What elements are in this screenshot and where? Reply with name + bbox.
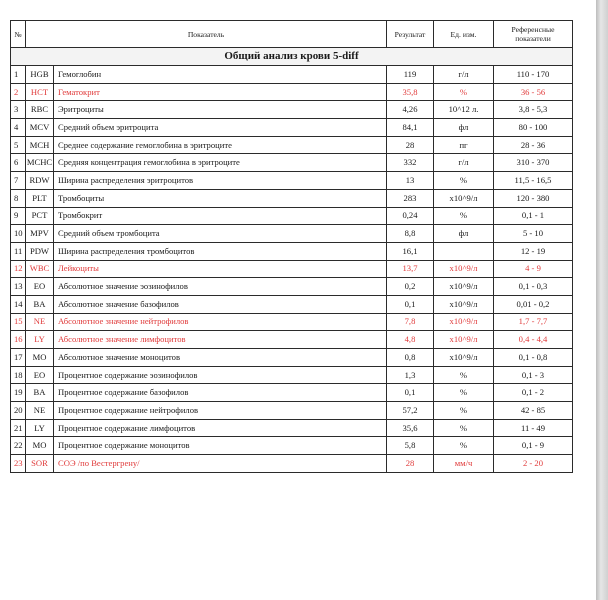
row-ref: 0,1 - 3 (494, 366, 573, 384)
table-row (11, 66, 573, 84)
table-row (11, 402, 573, 420)
table-row (11, 331, 573, 349)
row-name: Процентное содержание моноцитов (54, 437, 387, 455)
row-ref: 5 - 10 (494, 225, 573, 243)
header-ref: Референсные показатели (494, 21, 573, 48)
row-code: BA (26, 295, 54, 313)
row-result: 1,3 (387, 366, 434, 384)
header-num: № (11, 21, 26, 48)
row-number: 1 (11, 66, 26, 84)
row-number: 15 (11, 313, 26, 331)
row-ref: 120 - 380 (494, 189, 573, 207)
row-code: EO (26, 366, 54, 384)
row-code: WBC (26, 260, 54, 278)
row-name: Абсолютное значение базофилов (54, 295, 387, 313)
row-result: 57,2 (387, 402, 434, 420)
row-result: 5,8 (387, 437, 434, 455)
row-code: NE (26, 313, 54, 331)
table-row (11, 136, 573, 154)
row-unit: фл (434, 119, 494, 137)
row-code: PCT (26, 207, 54, 225)
row-result: 4,26 (387, 101, 434, 119)
row-name: Абсолютное значение нейтрофилов (54, 313, 387, 331)
row-name: Тромбоциты (54, 189, 387, 207)
row-ref: 3,8 - 5,3 (494, 101, 573, 119)
row-code: EO (26, 278, 54, 296)
table-row (11, 172, 573, 190)
table-row (11, 313, 573, 331)
row-code: BA (26, 384, 54, 402)
row-code: RBC (26, 101, 54, 119)
row-ref: 0,1 - 0,3 (494, 278, 573, 296)
row-name: Ширина распределения эритроцитов (54, 172, 387, 190)
row-number: 6 (11, 154, 26, 172)
row-unit: х10^9/л (434, 331, 494, 349)
row-name: Гематокрит (54, 83, 387, 101)
row-ref: 11 - 49 (494, 419, 573, 437)
row-name: Процентное содержание лимфоцитов (54, 419, 387, 437)
row-result: 0,1 (387, 295, 434, 313)
row-name: Гемоглобин (54, 66, 387, 84)
row-unit: % (434, 366, 494, 384)
row-result: 7,8 (387, 313, 434, 331)
table-row (11, 349, 573, 367)
table-row (11, 154, 573, 172)
row-unit: х10^9/л (434, 313, 494, 331)
row-code: MO (26, 437, 54, 455)
row-number: 21 (11, 419, 26, 437)
table-row (11, 242, 573, 260)
row-unit: х10^9/л (434, 189, 494, 207)
table-row (11, 366, 573, 384)
row-number: 8 (11, 189, 26, 207)
table-row (11, 278, 573, 296)
row-result: 35,6 (387, 419, 434, 437)
header-unit: Ед. изм. (434, 21, 494, 48)
row-name: Тромбокрит (54, 207, 387, 225)
row-result: 0,2 (387, 278, 434, 296)
section-row (11, 48, 573, 66)
table-row (11, 119, 573, 137)
row-code: RDW (26, 172, 54, 190)
row-unit: х10^9/л (434, 278, 494, 296)
row-number: 5 (11, 136, 26, 154)
row-result: 0,8 (387, 349, 434, 367)
row-code: SOR (26, 455, 54, 473)
table-row (11, 295, 573, 313)
row-result: 28 (387, 136, 434, 154)
row-code: NE (26, 402, 54, 420)
row-name: Абсолютное значение моноцитов (54, 349, 387, 367)
table-row (11, 207, 573, 225)
table-row (11, 419, 573, 437)
row-unit: % (434, 384, 494, 402)
row-ref: 0,4 - 4,4 (494, 331, 573, 349)
row-name: Среднее содержание гемоглобина в эритроците (54, 136, 387, 154)
row-number: 18 (11, 366, 26, 384)
row-number: 16 (11, 331, 26, 349)
row-result: 13,7 (387, 260, 434, 278)
row-name: СОЭ /по Вестергрену/ (54, 455, 387, 473)
row-unit: фл (434, 225, 494, 243)
row-code: MCHC (26, 154, 54, 172)
row-number: 23 (11, 455, 26, 473)
header-name: Показатель (26, 21, 387, 48)
row-ref: 28 - 36 (494, 136, 573, 154)
row-ref: 11,5 - 16,5 (494, 172, 573, 190)
row-result: 8,8 (387, 225, 434, 243)
row-name: Средний объем тромбоцита (54, 225, 387, 243)
section-title: Общий анализ крови 5-diff (11, 48, 573, 66)
table-row (11, 455, 573, 473)
row-unit: пг (434, 136, 494, 154)
row-result: 332 (387, 154, 434, 172)
page-edge (596, 0, 608, 600)
row-result: 28 (387, 455, 434, 473)
row-number: 13 (11, 278, 26, 296)
row-ref: 0,1 - 0,8 (494, 349, 573, 367)
row-code: MPV (26, 225, 54, 243)
row-unit: г/л (434, 154, 494, 172)
row-result: 0,1 (387, 384, 434, 402)
row-ref: 110 - 170 (494, 66, 573, 84)
table-row (11, 83, 573, 101)
row-ref: 80 - 100 (494, 119, 573, 137)
row-number: 20 (11, 402, 26, 420)
table-row (11, 189, 573, 207)
row-unit (434, 242, 494, 260)
row-unit: х10^9/л (434, 260, 494, 278)
row-ref: 0,1 - 1 (494, 207, 573, 225)
row-name: Эритроциты (54, 101, 387, 119)
row-code: PLT (26, 189, 54, 207)
row-result: 16,1 (387, 242, 434, 260)
table-row (11, 260, 573, 278)
row-unit: 10^12 л. (434, 101, 494, 119)
row-name: Абсолютное значение лимфоцитов (54, 331, 387, 349)
row-unit: % (434, 419, 494, 437)
row-unit: % (434, 83, 494, 101)
row-number: 11 (11, 242, 26, 260)
row-unit: х10^9/л (434, 349, 494, 367)
row-unit: х10^9/л (434, 295, 494, 313)
row-ref: 310 - 370 (494, 154, 573, 172)
row-ref: 1,7 - 7,7 (494, 313, 573, 331)
row-ref: 4 - 9 (494, 260, 573, 278)
row-code: HCT (26, 83, 54, 101)
row-result: 84,1 (387, 119, 434, 137)
row-result: 283 (387, 189, 434, 207)
row-ref: 2 - 20 (494, 455, 573, 473)
table-row (11, 437, 573, 455)
table-row (11, 101, 573, 119)
row-number: 4 (11, 119, 26, 137)
row-number: 22 (11, 437, 26, 455)
row-name: Процентное содержание нейтрофилов (54, 402, 387, 420)
blood-test-table (10, 20, 573, 473)
row-result: 13 (387, 172, 434, 190)
row-code: MCH (26, 136, 54, 154)
row-code: PDW (26, 242, 54, 260)
row-name: Процентное содержание эозинофилов (54, 366, 387, 384)
row-name: Абсолютное значение эозинофилов (54, 278, 387, 296)
row-name: Средняя концентрация гемоглобина в эритроците (54, 154, 387, 172)
row-code: MO (26, 349, 54, 367)
row-name: Лейкоциты (54, 260, 387, 278)
row-ref: 42 - 85 (494, 402, 573, 420)
table-row (11, 384, 573, 402)
row-number: 3 (11, 101, 26, 119)
row-result: 4,8 (387, 331, 434, 349)
row-unit: % (434, 437, 494, 455)
row-number: 2 (11, 83, 26, 101)
row-unit: г/л (434, 66, 494, 84)
row-ref: 0,01 - 0,2 (494, 295, 573, 313)
row-number: 7 (11, 172, 26, 190)
row-ref: 0,1 - 9 (494, 437, 573, 455)
row-result: 35,8 (387, 83, 434, 101)
row-unit: мм/ч (434, 455, 494, 473)
row-unit: % (434, 172, 494, 190)
table-row (11, 225, 573, 243)
row-ref: 36 - 56 (494, 83, 573, 101)
row-number: 17 (11, 349, 26, 367)
row-code: LY (26, 331, 54, 349)
row-number: 12 (11, 260, 26, 278)
row-result: 119 (387, 66, 434, 84)
row-unit: % (434, 207, 494, 225)
row-unit: % (434, 402, 494, 420)
row-result: 0,24 (387, 207, 434, 225)
row-name: Процентное содержание базофилов (54, 384, 387, 402)
row-name: Ширина распределения тромбоцитов (54, 242, 387, 260)
row-number: 10 (11, 225, 26, 243)
row-number: 19 (11, 384, 26, 402)
row-ref: 0,1 - 2 (494, 384, 573, 402)
row-ref: 12 - 19 (494, 242, 573, 260)
header-row (11, 21, 573, 48)
row-number: 14 (11, 295, 26, 313)
header-result: Результат (387, 21, 434, 48)
row-code: LY (26, 419, 54, 437)
row-number: 9 (11, 207, 26, 225)
row-name: Средний объем эритроцита (54, 119, 387, 137)
row-code: MCV (26, 119, 54, 137)
row-code: HGB (26, 66, 54, 84)
